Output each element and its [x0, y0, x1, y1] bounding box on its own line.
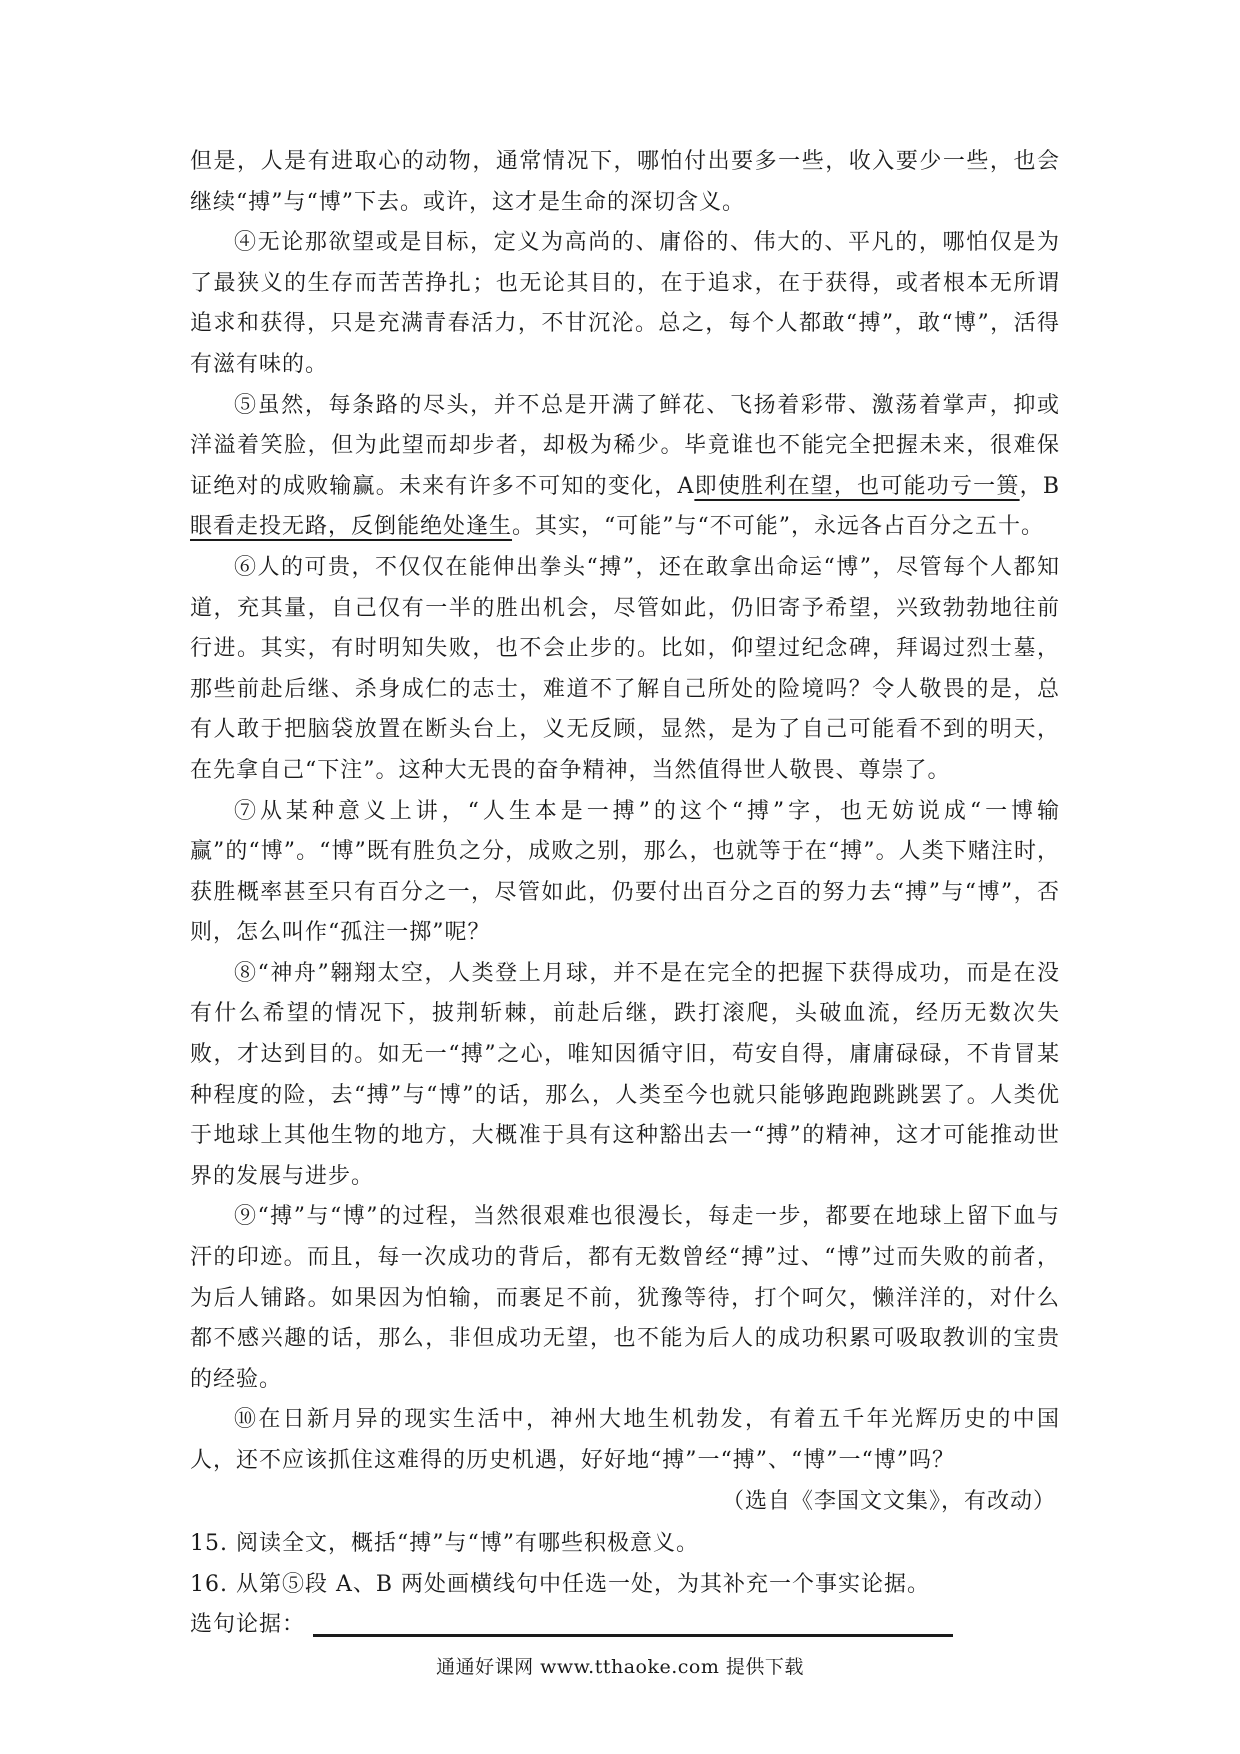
- paragraph-10: ⑩在日新月异的现实生活中，神州大地生机勃发，有着五千年光辉历史的中国人，还不应该抓住这难得的历史机遇，好好地“搏”一“搏”、“博”一“博”吗？: [190, 1407, 1060, 1473]
- answer-label: 选句论据：: [190, 1612, 306, 1638]
- paragraph-7: ⑦从某种意义上讲，“人生本是一搏”的这个“搏”字，也无妨说成“一博输赢”的“博”。“博”既有胜负之分，成败之别，那么，也就等于在“搏”。人类下赌注时，获胜概率甚至只有百分之一，尽管如此，仍要付出百分之百的努力去“搏”与“博”，否则，怎么叫作“孤注一掷”呢？: [190, 798, 1060, 946]
- paragraph-5-text-before: ⑤虽然，每条路的尽头，并不总是开满了鲜花、飞扬着彩带、激荡着掌声，抑或洋溢着笑脸，但为此望而却步者，却极为稀少。毕竟谁也不能完全把握未来，很难保证绝对的成败输赢。未来有许多不可知的变化，A: [190, 392, 1060, 499]
- paragraph-continued: 但是，人是有进取心的动物，通常情况下，哪怕付出要多一些，收入要少一些，也会继续“搏”与“博”下去。或许，这才是生命的深切含义。: [190, 149, 1060, 215]
- question-16: 16. 从第⑤段 A、B 两处画横线句中任选一处，为其补充一个事实论据。: [190, 1571, 931, 1597]
- paragraph-9: ⑨“搏”与“博”的过程，当然很艰难也很漫长，每走一步，都要在地球上留下血与汗的印迹。而且，每一次成功的背后，都有无数曾经“搏”过、“博”过而失败的前者，为后人铺路。如果因为怕输，而裹足不前，犹豫等待，打个呵欠，懒洋洋的，对什么都不感兴趣的话，那么，非但成功无望，也不能为后人的成功积累可吸取教训的宝贵的经验。: [190, 1204, 1060, 1392]
- questions-section: [190, 1524, 1060, 1646]
- paragraph-6: ⑥人的可贵，不仅仅在能伸出拳头“搏”，还在敢拿出命运“博”，尽管每个人都知道，充其量，自己仅有一半的胜出机会，尽管如此，仍旧寄予希望，兴致勃勃地往前行进。其实，有时明知失败，也不会止步的。比如，仰望过纪念碑，拜谒过烈士墓，那些前赴后继、杀身成仁的志士，难道不了解自己所处的险境吗？令人敬畏的是，总有人敢于把脑袋放置在断头台上，义无反顾，显然，是为了自己可能看不到的明天，在先拿自己“下注”。这种大无畏的奋争精神，当然值得世人敬畏、尊崇了。: [190, 554, 1060, 783]
- paragraph-5-separator: ，B: [1019, 473, 1060, 499]
- source-citation: （选自《李国文文集》，有改动）: [721, 1488, 1056, 1514]
- paragraph-8: ⑧“神舟”翱翔太空，人类登上月球，并不是在完全的把握下获得成功，而是在没有什么希望的情况下，披荆斩棘，前赴后继，跌打滚爬，头破血流，经历无数次失败，才达到目的。如无一“搏”之心，唯知因循守旧，苟安自得，庸庸碌碌，不肯冒某种程度的险，去“搏”与“博”的话，那么，人类至今也就只能够跑跑跳跳罢了。人类优于地球上其他生物的地方，大概准于具有这种豁出去一“搏”的精神，这才可能推动世界的发展与进步。: [190, 960, 1060, 1189]
- page-footer: 通通好课网 www.tthaoke.com 提供下载: [436, 1656, 804, 1678]
- paragraph-4: ④无论那欲望或是目标，定义为高尚的、庸俗的、伟大的、平凡的，哪怕仅是为了最狭义的生存而苦苦挣扎；也无论其目的，在于追求，在于获得，或者根本无所谓追求和获得，只是充满青春活力，不甘沉沦。总之，每个人都敢“搏”，敢“博”，活得有滋有味的。: [190, 230, 1060, 377]
- underlined-sentence-b: 眼看走投无路，反倒能绝处逢生: [190, 514, 513, 540]
- question-15: 15. 阅读全文，概括“搏”与“博”有哪些积极意义。: [190, 1531, 699, 1557]
- answer-blank-line[interactable]: [313, 1634, 953, 1637]
- document-body: [190, 142, 1060, 1646]
- underlined-sentence-a: 即使胜利在望，也可能功亏一篑: [694, 473, 1020, 499]
- answer-row: [190, 1605, 1060, 1646]
- paragraph-5: [190, 386, 1060, 548]
- paragraph-5-text-after: 。其实，“可能”与“不可能”，永远各占百分之五十。: [512, 514, 1045, 540]
